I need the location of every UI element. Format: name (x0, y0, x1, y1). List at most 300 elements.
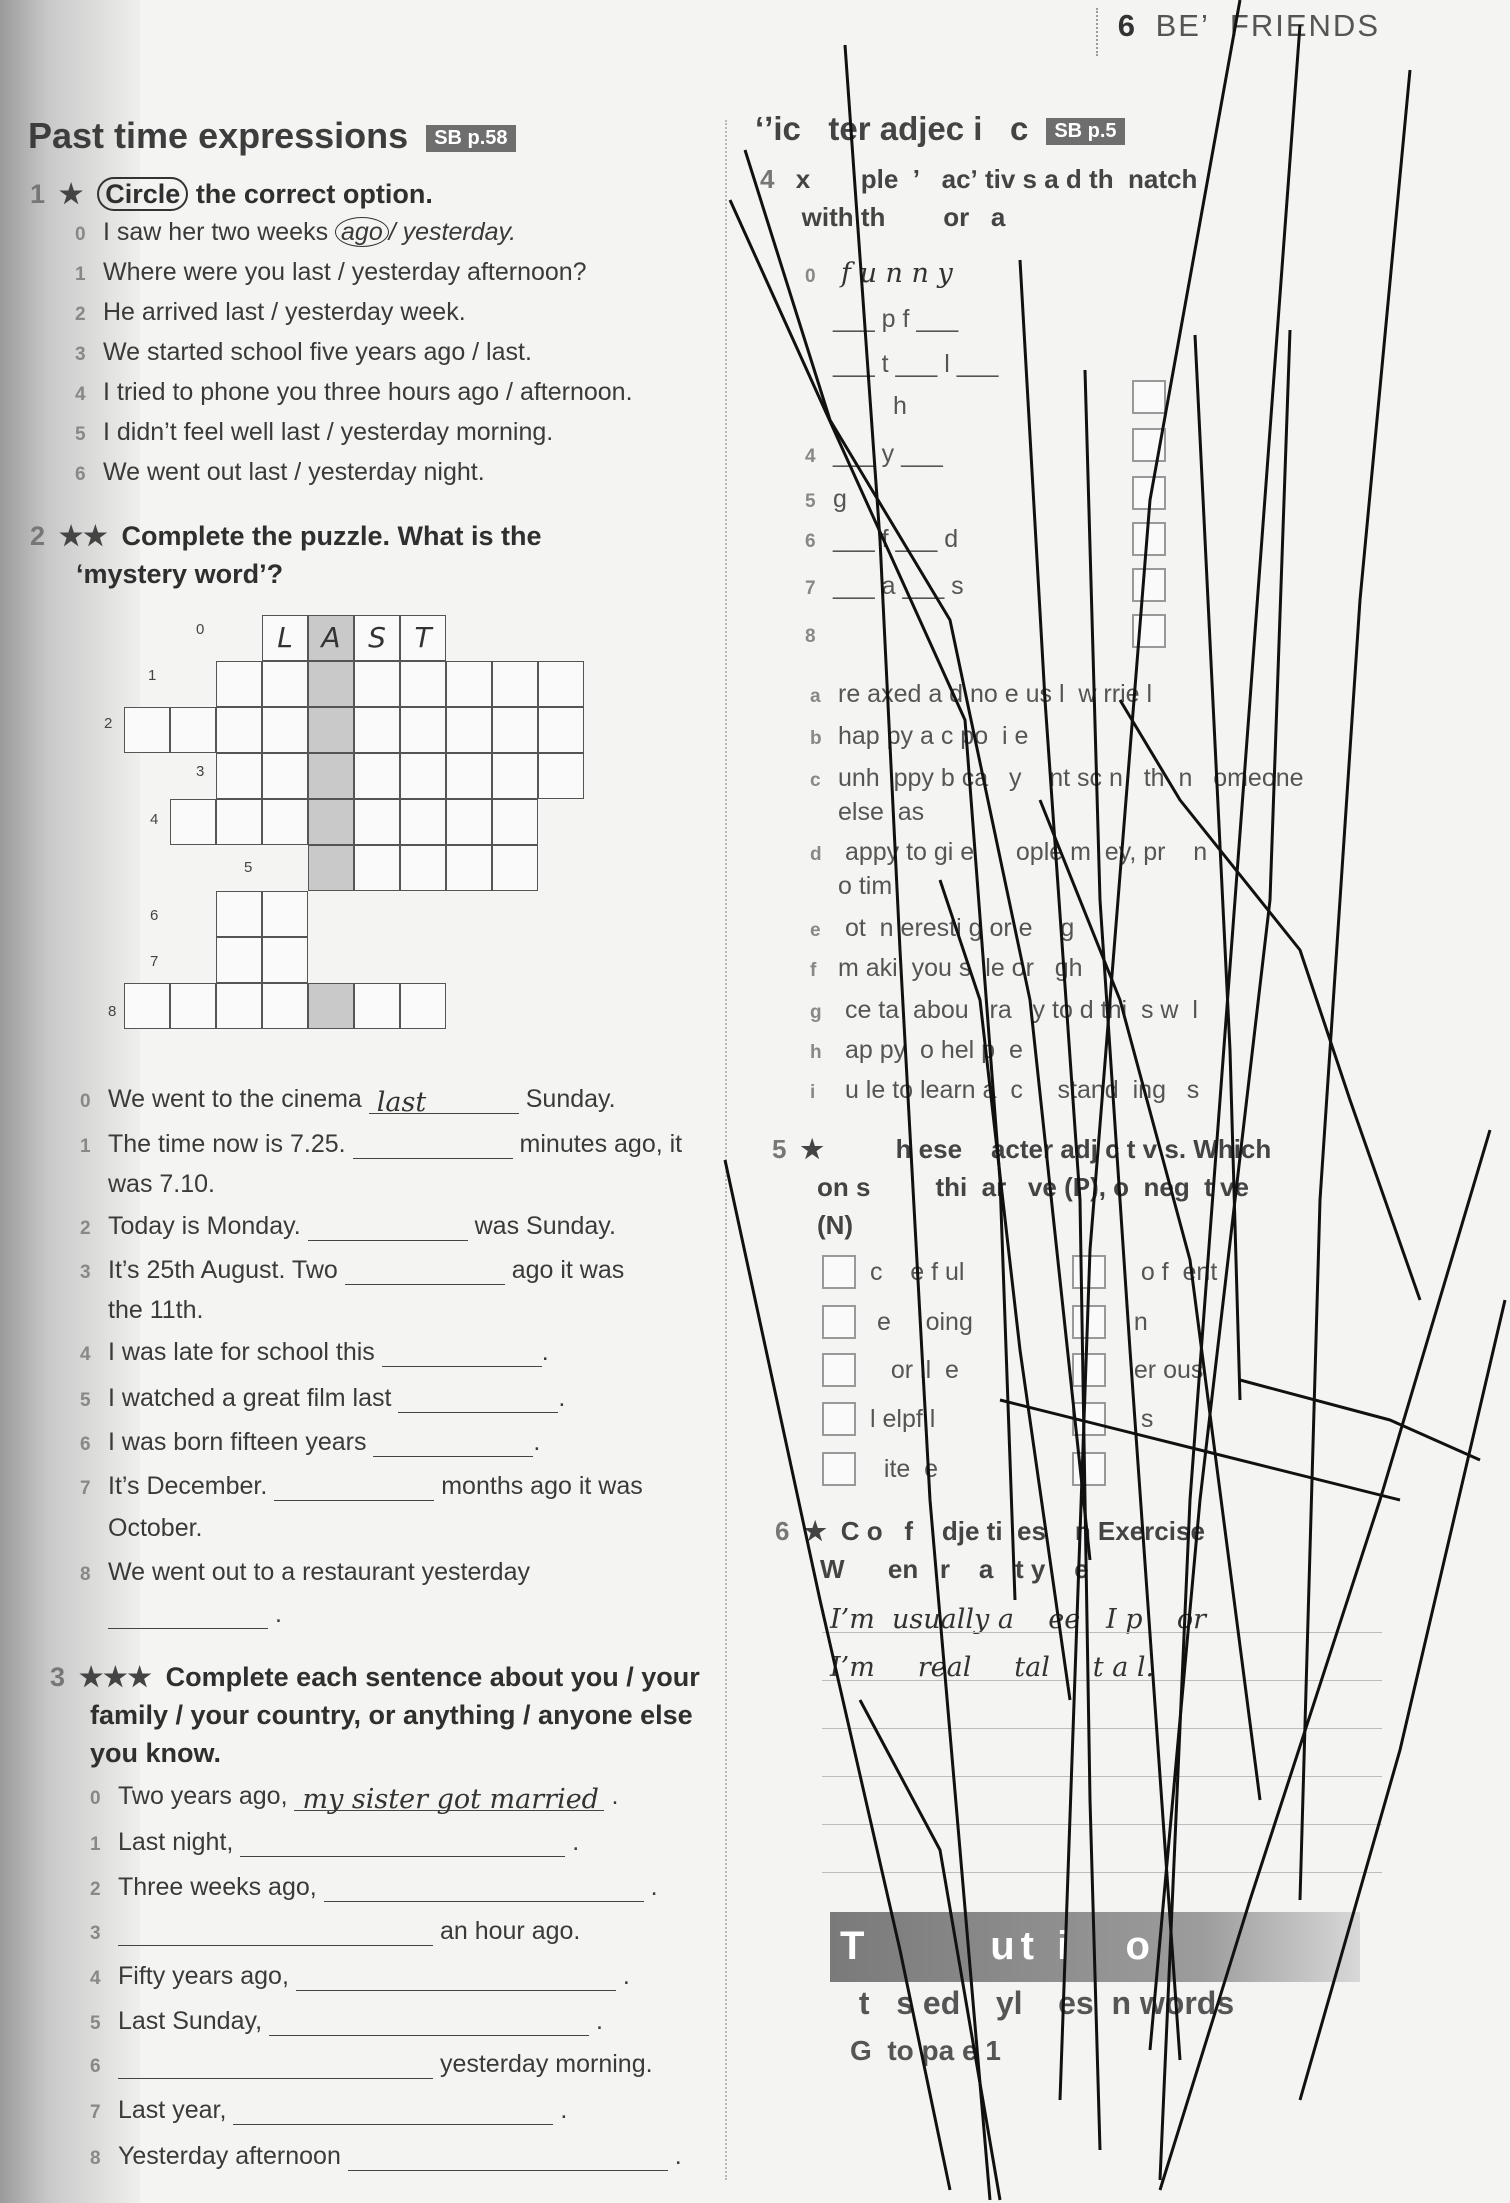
answer-box[interactable] (1072, 1452, 1106, 1486)
item-text: We went out to a restaurant yesterday (108, 1558, 530, 1586)
ex3-heading (50, 1658, 700, 1772)
clue-number: 6 (150, 907, 159, 924)
definition-text: appy to gi e ople m ey, pr n (838, 838, 1208, 866)
ex2-item-8-cont (80, 1600, 282, 1629)
item-text: . (650, 1873, 658, 1901)
item-number: 5 (80, 1390, 91, 1411)
crossword-cell[interactable] (170, 983, 216, 1029)
item-text: October. (108, 1514, 203, 1542)
item-text: Today is Monday. (108, 1212, 301, 1240)
writing-line[interactable] (822, 1680, 1382, 1681)
item-text: It’s December. (108, 1472, 268, 1500)
ex4-word-row (805, 440, 943, 469)
crossword-mystery-cell[interactable] (308, 845, 354, 891)
crossword-mystery-cell[interactable] (308, 615, 354, 661)
definition (810, 722, 1028, 751)
item-text: We started school five years ago / last. (103, 338, 532, 366)
answer-box[interactable] (1132, 476, 1166, 510)
item-text: The time now is 7.25. (108, 1130, 346, 1158)
ex2-item-1-cont (80, 1170, 215, 1199)
definition (810, 680, 1152, 709)
answer-box[interactable] (1132, 522, 1166, 556)
answer-box[interactable] (1072, 1402, 1106, 1436)
item-number: 8 (80, 1564, 91, 1585)
item-number: 1 (80, 1136, 91, 1157)
definition-letter: d (810, 844, 822, 865)
crossword-cell[interactable] (262, 615, 308, 661)
crossword-letter: S (368, 621, 386, 654)
ex1-item-4 (75, 378, 633, 407)
ex3-item-0 (90, 1782, 619, 1815)
ex4-number: 4 (760, 164, 775, 194)
crossword-mystery-cell[interactable] (308, 753, 354, 799)
ex2-item-3 (80, 1256, 624, 1285)
answer-blank[interactable] (118, 1919, 433, 1946)
crossword-cell[interactable] (262, 707, 308, 753)
definition-text: re axed a d no e us l w rrie l (838, 680, 1153, 708)
item-number: 6 (90, 2056, 101, 2077)
crossword-letter: L (277, 621, 293, 654)
item-text: He arrived last / yesterday week. (103, 298, 466, 326)
item-text: minutes ago, it (519, 1130, 683, 1158)
handwritten-answer: I’m usually a ee I p or (830, 1604, 1207, 1635)
item-text: Last year, (118, 2096, 227, 2124)
answer-box[interactable] (822, 1402, 856, 1436)
answer-box[interactable] (822, 1452, 856, 1486)
ex1-item-2 (75, 298, 466, 327)
item-number: 3 (75, 344, 86, 365)
ex1-heading (30, 175, 433, 213)
answer-blank (294, 1784, 604, 1815)
answer-blank (369, 1087, 519, 1118)
crossword-cell[interactable] (216, 891, 262, 937)
crossword-cell[interactable] (354, 753, 400, 799)
ex5-word: s (1120, 1405, 1154, 1433)
ex3-instruction-line2: family / your country, or anything / anyone else (90, 1700, 693, 1730)
crossword-cell[interactable] (446, 753, 492, 799)
crossword-cell[interactable] (262, 983, 308, 1029)
item-number: 6 (80, 1434, 91, 1455)
definition-text: ot n eresti g or e g (838, 914, 1075, 942)
ex5-number: 5 (772, 1134, 787, 1164)
writing-line[interactable] (822, 1872, 1382, 1873)
word-letters: ___ a ___ s (833, 572, 964, 600)
clue-number: 1 (148, 667, 157, 684)
word-letters: h (893, 392, 907, 420)
ex4-word-row (805, 525, 958, 554)
item-text: Fifty years ago, (118, 1962, 289, 1990)
crossword-cell[interactable] (446, 799, 492, 845)
crossword-cell[interactable] (216, 983, 262, 1029)
ex5-word: er ous (1120, 1356, 1204, 1384)
unit-title: BE’ FRIENDS (1155, 8, 1380, 43)
crossword-cell[interactable] (354, 845, 400, 891)
ex4-word-row (805, 485, 847, 514)
item-number: 1 (75, 264, 86, 285)
ex4-word-row (805, 572, 964, 601)
ex5-word: ite e (870, 1455, 939, 1483)
item-text: Yesterday afternoon (118, 2142, 341, 2170)
clue-number: 2 (104, 715, 113, 732)
item-number: 0 (80, 1091, 91, 1112)
crossword-cell[interactable] (216, 753, 262, 799)
item-text: Three weeks ago, (118, 1873, 317, 1901)
item-text: . (533, 1428, 541, 1456)
ex5-instruction-line2: on s thi ar ve (P), o neg t ve (817, 1172, 1249, 1202)
crossword-cell[interactable] (492, 799, 538, 845)
left-sb-badge: SB p.58 (426, 125, 515, 152)
definition-text: ce ta abou ra y to d thi s w l (838, 996, 1198, 1024)
item-text: Last night, (118, 1828, 234, 1856)
ex1-number: 1 (30, 179, 46, 209)
definition-text: else as (838, 798, 925, 826)
crossword-cell[interactable] (262, 753, 308, 799)
crossword-cell[interactable] (262, 799, 308, 845)
item-text: months ago it was (441, 1472, 643, 1500)
item-number: 2 (80, 1218, 91, 1239)
definition-text: u le to learn a c stand ing s (838, 1076, 1200, 1104)
item-text: I watched a great film last (108, 1384, 392, 1412)
ex5-word: o f ent (1120, 1258, 1218, 1286)
clue-number: 8 (108, 1003, 117, 1020)
crossword-mystery-cell[interactable] (308, 661, 354, 707)
tip-banner-text: T ut i o (840, 1924, 1156, 1968)
item-text: . (596, 2007, 603, 2035)
definition-letter: h (810, 1042, 822, 1063)
ex2-item-7 (80, 1472, 643, 1501)
item-text: I saw her two weeks (103, 218, 336, 246)
answer-box[interactable] (1132, 428, 1166, 462)
definition-letter: i (810, 1082, 816, 1103)
item-number: 4 (80, 1344, 91, 1365)
item-text: Where were you last / yesterday afternoon? (103, 258, 587, 286)
crossword-cell[interactable] (400, 799, 446, 845)
crossword-mystery-cell[interactable] (308, 799, 354, 845)
clue-number: 7 (150, 953, 159, 970)
ex2-item-3-cont (80, 1296, 203, 1325)
answer-blank[interactable] (240, 1830, 565, 1857)
definition-text: hap py a c po i e (838, 722, 1029, 750)
running-head (1118, 8, 1380, 44)
clue-number: 4 (150, 811, 159, 828)
ex6-stars: ★ (803, 1516, 827, 1546)
crossword-cell[interactable] (400, 845, 446, 891)
ex2-stars: ★★ (59, 521, 108, 551)
ex6-instruction-line1: C o f dje ti es n Exercise (840, 1516, 1205, 1546)
ex4-word-row (805, 305, 958, 334)
ex2-item-7-cont (80, 1514, 203, 1543)
right-section-title (755, 110, 1125, 148)
answer-blank[interactable] (108, 1602, 268, 1629)
crossword-cell[interactable] (354, 661, 400, 707)
column-divider (725, 120, 727, 2180)
definition-text: ap py o hel p e (838, 1036, 1023, 1064)
item-text: . (558, 1384, 566, 1412)
answer-box[interactable] (1072, 1255, 1106, 1289)
unit-number: 6 (1117, 8, 1137, 43)
item-text: ago it was (511, 1256, 625, 1284)
word-letters: ___ f ___ d (833, 525, 959, 553)
ex1-circle-word: Circle (97, 177, 188, 211)
writing-line[interactable] (822, 1728, 1382, 1729)
item-text: Sunday. (525, 1085, 616, 1113)
crossword-mystery-cell[interactable] (308, 983, 354, 1029)
answer-blank[interactable] (324, 1875, 644, 1902)
ex3-item-4 (90, 1962, 630, 1991)
answer-blank[interactable] (274, 1474, 434, 1501)
answer-box[interactable] (1132, 614, 1166, 648)
item-text: . (572, 1828, 580, 1856)
item-text: Last Sunday, (118, 2007, 263, 2035)
ex2-item-0 (80, 1085, 616, 1118)
ex2-heading (30, 517, 541, 593)
writing-line[interactable] (822, 1824, 1382, 1825)
answer-blank[interactable] (373, 1430, 533, 1457)
ex1-stars: ★ (59, 179, 84, 209)
word-letters: ___ p f ___ (833, 305, 959, 333)
definition-letter: a (810, 686, 821, 707)
clue-number: 3 (196, 763, 205, 780)
ex6-instruction-line2: W en r a t y e (820, 1554, 1089, 1584)
word-letters: ___ y ___ (833, 440, 943, 468)
answer-blank[interactable] (296, 1964, 616, 1991)
item-number: 0 (75, 224, 86, 245)
left-section-title (28, 115, 516, 157)
definition-letter: f (810, 960, 817, 981)
answer-blank[interactable] (345, 1258, 505, 1285)
answer-box[interactable] (822, 1353, 856, 1387)
item-number: 7 (80, 1478, 91, 1499)
ex3-item-8 (90, 2142, 682, 2171)
item-number: 4 (90, 1968, 101, 1989)
ex2-item-1 (80, 1130, 682, 1159)
item-text: an hour ago. (439, 1917, 581, 1945)
clue-number: 5 (244, 859, 253, 876)
ex1-item-6 (75, 458, 485, 487)
definition-letter: g (810, 1002, 822, 1023)
definition-text: o tim (838, 872, 893, 900)
item-number: 4 (805, 446, 816, 467)
item-number: 6 (805, 531, 816, 552)
ex6-example-1 (822, 1604, 1214, 1635)
right-sb-badge: SB p.5 (1046, 118, 1124, 145)
left-section-title-text: Past time expressions (28, 115, 409, 156)
ex2-instruction-line2: ‘mystery word’? (76, 559, 284, 589)
item-text: / yesterday. (388, 218, 517, 246)
ex6-example-2 (822, 1652, 1162, 1683)
ex2-item-6 (80, 1428, 540, 1457)
item-text: . (560, 2096, 568, 2124)
crossword-cell[interactable] (492, 661, 538, 707)
item-text: I tried to phone you three hours ago / afternoon. (103, 378, 633, 406)
answer-box[interactable] (1072, 1305, 1106, 1339)
crossword-cell[interactable] (170, 707, 216, 753)
tip-line-2: G to pa e 1 (850, 2035, 1001, 2066)
crossword-cell[interactable] (262, 937, 308, 983)
crossword-cell[interactable] (492, 845, 538, 891)
crossword-cell[interactable] (216, 661, 262, 707)
item-number: 7 (805, 578, 816, 599)
item-number: 8 (805, 626, 816, 647)
definition (810, 764, 1304, 793)
definition (810, 872, 892, 901)
item-text: yesterday morning. (439, 2050, 653, 2078)
answer-box[interactable] (1072, 1353, 1106, 1387)
definition-letter: e (810, 920, 821, 941)
item-text: We went out last / yesterday night. (103, 458, 485, 486)
answer-blank[interactable] (269, 2009, 589, 2036)
ex5-word: or il e (870, 1356, 959, 1384)
item-number: 5 (805, 491, 816, 512)
answer-blank[interactable] (382, 1340, 542, 1367)
ex2-item-4 (80, 1338, 549, 1367)
item-number: 2 (75, 304, 86, 325)
item-text: the 11th. (108, 1296, 204, 1324)
item-number: 5 (90, 2013, 101, 2034)
crossword-cell[interactable] (354, 983, 400, 1029)
crossword-cell[interactable] (446, 845, 492, 891)
running-head-separator (1096, 8, 1098, 56)
item-text: I was born fifteen years (108, 1428, 367, 1456)
item-text: It’s 25th August. Two (108, 1256, 338, 1284)
item-text: . (611, 1782, 619, 1810)
answer-blank[interactable] (118, 2052, 433, 2079)
item-number: 3 (80, 1262, 91, 1283)
item-text: Two years ago, (118, 1782, 288, 1810)
ex3-stars: ★★★ (79, 1662, 152, 1692)
writing-line[interactable] (822, 1632, 1382, 1633)
definition (810, 798, 924, 827)
crossword-cell[interactable] (124, 983, 170, 1029)
item-text: was 7.10. (108, 1170, 216, 1198)
item-circled-answer: ago (335, 217, 389, 247)
ex5-stars: ★ (800, 1134, 824, 1164)
item-text: . (622, 1962, 630, 1990)
ex6-heading (775, 1512, 1205, 1588)
ex5-word: e oing (870, 1308, 973, 1336)
crossword-cell[interactable] (538, 661, 584, 707)
crossword-cell[interactable] (216, 937, 262, 983)
ex1-item-5 (75, 418, 553, 447)
item-text: We went to the cinema (108, 1085, 362, 1113)
item-number: 1 (90, 1834, 101, 1855)
ex1-instruction: the correct option. (195, 179, 433, 209)
item-number: 0 (805, 266, 816, 287)
ex3-number: 3 (50, 1662, 66, 1692)
ex3-item-3 (90, 1917, 580, 1946)
ex5-word: l elpf l (870, 1405, 936, 1433)
item-text: . (541, 1338, 549, 1366)
ex4-word-row (805, 620, 833, 649)
crossword-cell[interactable] (400, 753, 446, 799)
definition-text: m aki you s le or gh (838, 954, 1083, 982)
item-text: . (674, 2142, 682, 2170)
ex3-item-2 (90, 1873, 658, 1902)
crossword-cell[interactable] (400, 983, 446, 1029)
crossword-cell[interactable] (262, 891, 308, 937)
ex3-item-5 (90, 2007, 603, 2036)
ex1-item-0 (75, 218, 516, 247)
ex5-instruction-line3: (N) (817, 1210, 854, 1240)
crossword-cell[interactable] (124, 707, 170, 753)
ex3-item-1 (90, 1828, 579, 1857)
item-number: 6 (75, 464, 86, 485)
ex4-word-row (805, 392, 907, 421)
crossword-cell[interactable] (400, 661, 446, 707)
clue-number: 0 (196, 621, 205, 638)
handwritten-answer: last (376, 1087, 427, 1118)
answer-box[interactable] (1132, 380, 1166, 414)
ex2-item-5 (80, 1384, 565, 1413)
crossword-cell[interactable] (492, 753, 538, 799)
crossword-cell[interactable] (538, 753, 584, 799)
answer-blank[interactable] (348, 2144, 668, 2171)
crossword-cell[interactable] (354, 707, 400, 753)
crossword-letter: T (414, 621, 432, 654)
handwritten-answer: I’m real tal t a l. (830, 1652, 1155, 1683)
crossword-cell[interactable] (400, 707, 446, 753)
item-number: 8 (90, 2148, 101, 2169)
crossword-cell[interactable] (446, 661, 492, 707)
definition (810, 1036, 1023, 1065)
answer-box[interactable] (822, 1305, 856, 1339)
definition (810, 914, 1074, 943)
ex3-instruction-line1: Complete each sentence about you / your (165, 1662, 700, 1692)
crossword-cell[interactable] (538, 707, 584, 753)
writing-line[interactable] (822, 1776, 1382, 1777)
answer-box[interactable] (822, 1255, 856, 1289)
answer-blank[interactable] (353, 1132, 513, 1159)
crossword-cell[interactable] (262, 661, 308, 707)
answer-blank[interactable] (233, 2098, 553, 2125)
ex5-instruction-line1: h ese acter adj c t v s. Which (837, 1134, 1272, 1164)
definition (810, 954, 1083, 983)
crossword-mystery-cell[interactable] (308, 707, 354, 753)
ex3-item-7 (90, 2096, 567, 2125)
answer-blank[interactable] (308, 1214, 468, 1241)
item-number: 3 (90, 1923, 101, 1944)
ex4-instruction-line2: with th or a (780, 202, 1006, 232)
crossword-cell[interactable] (354, 615, 400, 661)
crossword-cell[interactable] (170, 799, 216, 845)
word-letters: ___ t ___ l ___ (833, 350, 999, 378)
crossword-cell[interactable] (446, 707, 492, 753)
ex5-word: c e f ul (870, 1258, 965, 1286)
item-text: I was late for school this (108, 1338, 375, 1366)
definition (810, 838, 1207, 867)
tip-line-1: t s ed yl es n words (850, 1985, 1235, 2021)
ex6-number: 6 (775, 1516, 790, 1546)
word-letters: f u n n y (841, 258, 953, 289)
answer-blank[interactable] (398, 1386, 558, 1413)
crossword-cell[interactable] (216, 799, 262, 845)
answer-box[interactable] (1132, 568, 1166, 602)
item-number: 7 (90, 2102, 101, 2123)
ex2-item-2 (80, 1212, 616, 1241)
item-text: was Sunday. (474, 1212, 616, 1240)
crossword-cell[interactable] (216, 707, 262, 753)
definition-text: unh ppy b ca y nt sc n th n omeone (838, 764, 1304, 792)
word-letters: g (833, 485, 847, 513)
item-number: 4 (75, 384, 86, 405)
ex5-heading (772, 1130, 1271, 1244)
crossword-cell[interactable] (400, 615, 446, 661)
crossword-cell[interactable] (492, 707, 538, 753)
item-text: I didn’t feel well last / yesterday morning. (103, 418, 554, 446)
ex4-word-row (805, 258, 961, 289)
crossword-cell[interactable] (354, 799, 400, 845)
ex3-item-6 (90, 2050, 653, 2079)
